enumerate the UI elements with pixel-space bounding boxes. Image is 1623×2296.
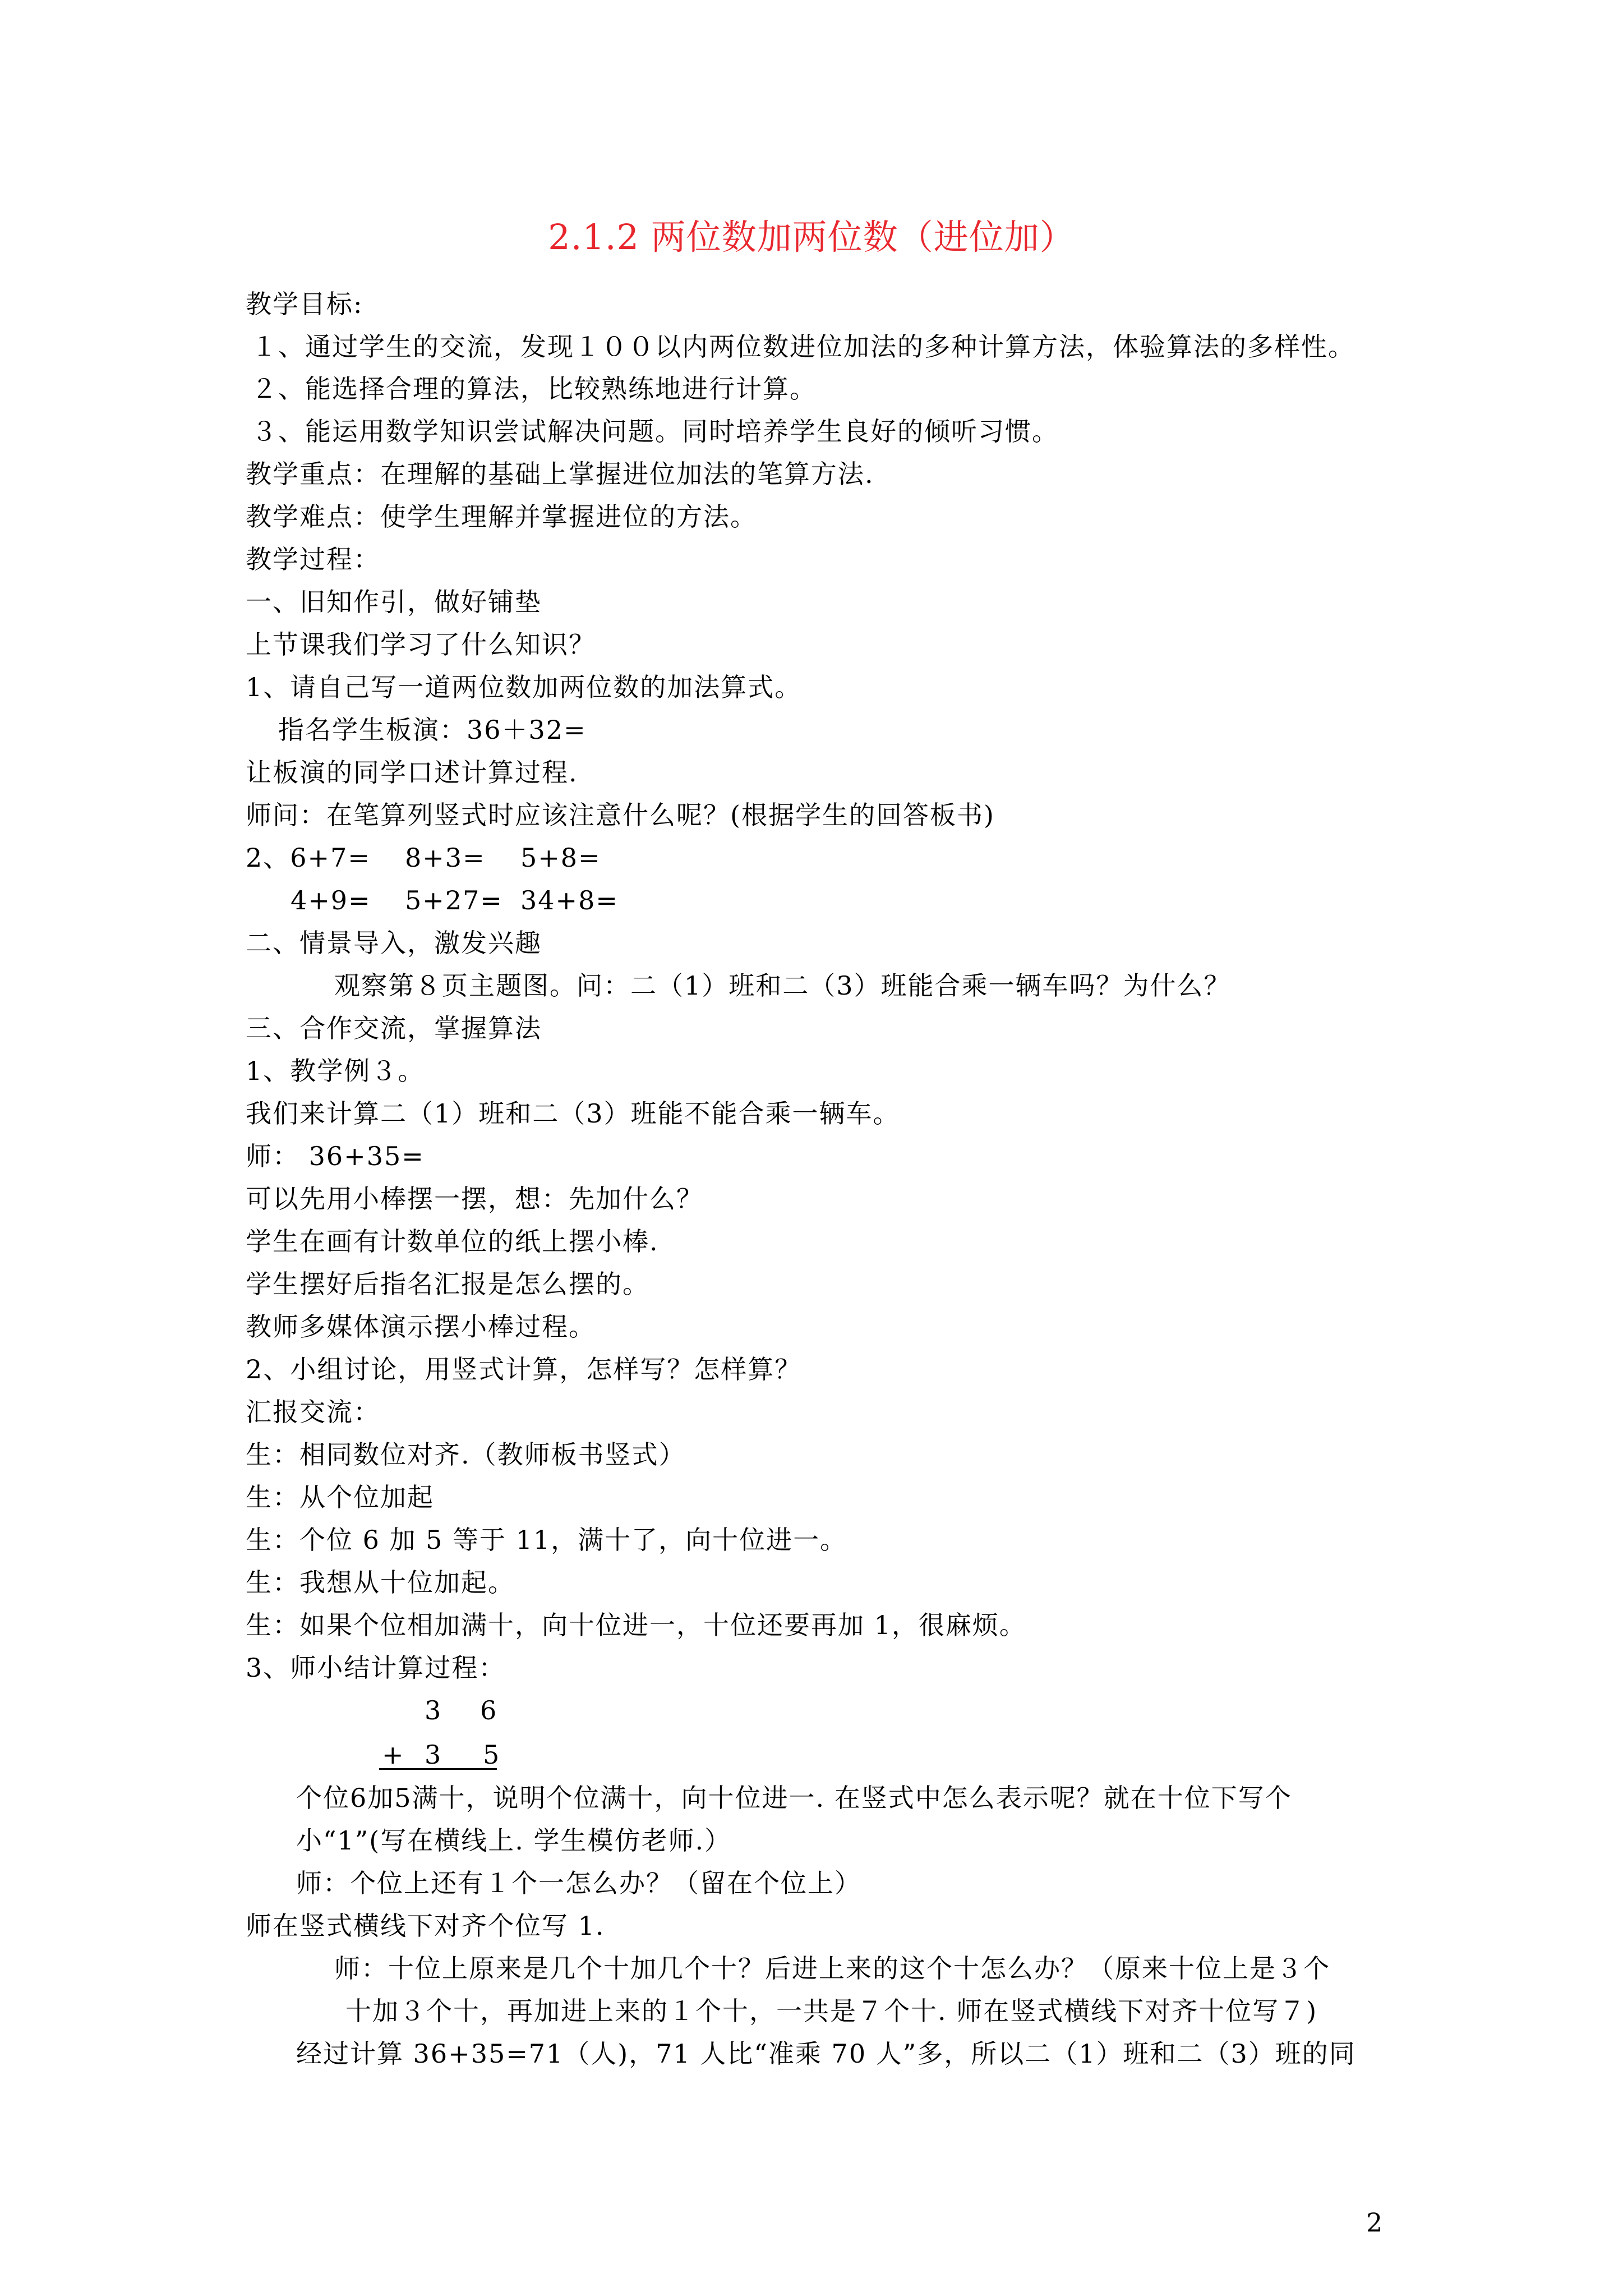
text-line: 可以先用小棒摆一摆，想：先加什么？ [246, 1184, 703, 1214]
text-line: 让板演的同学口述计算过程. [246, 757, 578, 788]
text-line: 师：个位上还有１个一怎么办？（留在个位上） [296, 1868, 861, 1898]
vertical-bottom-ones: 5 [483, 1740, 500, 1770]
text-line: 小“1”(写在横线上. 学生模仿老师.） [296, 1825, 732, 1856]
text-line: 3、师小结计算过程： [246, 1653, 506, 1683]
exercise: 5+27= [405, 885, 503, 915]
text-line: 个位6加5满十，说明个位满十，向十位进一. 在竖式中怎么表示呢？就在十位下写个 [296, 1783, 1292, 1813]
text-line: 汇报交流： [246, 1397, 380, 1427]
exercise-row [291, 884, 619, 917]
exercise: 5+8= [520, 843, 601, 873]
text-line: 指名学生板演：36＋32= [278, 715, 587, 745]
vertical-top-tens: 3 [425, 1695, 441, 1726]
exercise: 34+8= [520, 885, 619, 915]
text-line: 教学难点：使学生理解并掌握进位的方法。 [246, 501, 757, 532]
text-line: 我们来计算二（1）班和二（3）班能不能合乘一辆车。 [246, 1098, 900, 1129]
text-line: ２、能选择合理的算法，比较熟练地进行计算。 [251, 374, 817, 404]
text-line: 生：从个位加起 [246, 1482, 434, 1512]
text-line: 观察第８页主题图。问：二（1）班和二（3）班能合乘一辆车吗？为什么？ [334, 970, 1231, 1001]
text-line: 师在竖式横线下对齐个位写 1. [246, 1911, 605, 1941]
exercise-row [246, 841, 601, 875]
text-line: 生：如果个位相加满十，向十位进一，十位还要再加 1，很麻烦。 [246, 1610, 1026, 1640]
text-line: 生：相同数位对齐.（教师板书竖式） [246, 1439, 686, 1470]
vertical-top-ones: 6 [480, 1695, 497, 1726]
text-line: 1、教学例３。 [246, 1056, 425, 1086]
text-line: ３、能运用数学知识尝试解决问题。同时培养学生良好的倾听习惯。 [251, 416, 1059, 447]
vertical-sum-line [379, 1768, 497, 1770]
text-line: 师问：在笔算列竖式时应该注意什么呢？(根据学生的回答板书) [246, 800, 995, 830]
text-line: １、通过学生的交流，发现１００以内两位数进位加法的多种计算方法，体验算法的多样性。 [251, 332, 1355, 362]
text-line: 十加３个十，再加进上来的１个十，一共是７个十. 师在竖式横线下对齐十位写７) [345, 1996, 1318, 2026]
text-line: 师： 36+35= [246, 1141, 425, 1171]
section-heading: 一、旧知作引，做好铺垫 [246, 587, 542, 617]
text-line: 学生摆好后指名汇报是怎么摆的。 [246, 1269, 649, 1299]
text-line: 教学重点：在理解的基础上掌握进位加法的笔算方法. [246, 459, 874, 489]
text-line: 生：我想从十位加起。 [246, 1567, 515, 1598]
text-line: 1、请自己写一道两位数加两位数的加法算式。 [246, 672, 802, 702]
text-line: 2、小组讨论，用竖式计算，怎样写？怎样算？ [246, 1354, 802, 1384]
text-line: 生：个位 6 加 5 等于 11，满十了，向十位进一。 [246, 1525, 847, 1555]
page-number: 2 [1366, 2207, 1383, 2238]
section-heading: 三、合作交流，掌握算法 [246, 1013, 542, 1043]
text-line: 学生在画有计数单位的纸上摆小棒. [246, 1226, 659, 1257]
text-line: 上节课我们学习了什么知识？ [246, 629, 596, 660]
text-line: 教学过程： [246, 544, 380, 574]
page-title: 2.1.2 两位数加两位数（进位加） [548, 217, 1075, 257]
text-line: 经过计算 36+35=71（人)，71 人比“准乘 70 人”多，所以二（1）班和二（3）班的同 [296, 2039, 1356, 2069]
vertical-plus-sign: + [382, 1740, 404, 1770]
exercise: 2、6+7= [246, 843, 371, 873]
exercise: 4+9= [291, 885, 371, 915]
text-line: 师：十位上原来是几个十加几个十？后进上来的这个十怎么办？（原来十位上是３个 [334, 1953, 1330, 1984]
text-line: 教师多媒体演示摆小棒过程。 [246, 1312, 596, 1342]
vertical-bottom-tens: 3 [425, 1740, 441, 1770]
exercise: 8+3= [405, 843, 486, 873]
text-line: 教学目标: [246, 289, 363, 319]
section-heading: 二、情景导入，激发兴趣 [246, 928, 542, 958]
